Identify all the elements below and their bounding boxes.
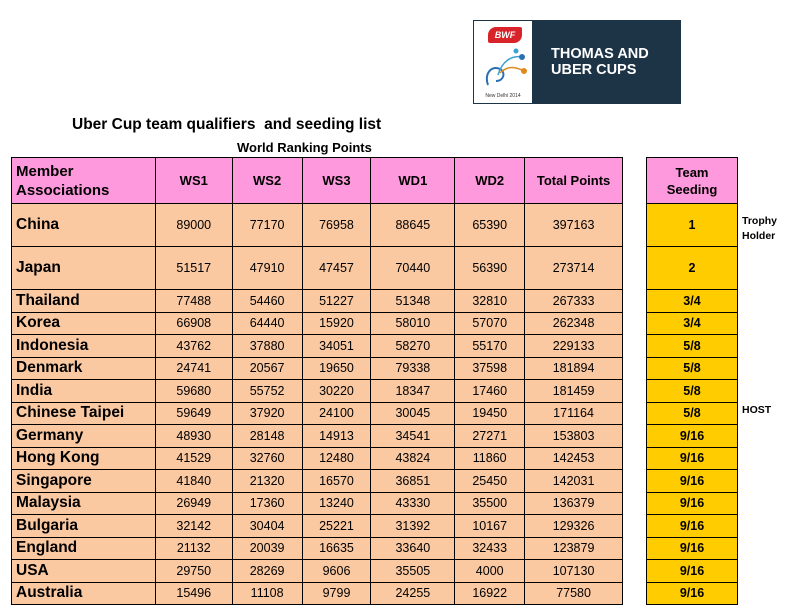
ws1-cell: 41840: [155, 470, 232, 493]
country-name-cell: China: [12, 204, 156, 247]
wd1-cell: 31392: [371, 515, 455, 538]
header-wd2: WD2: [455, 158, 525, 204]
seed-cell: 9/16: [647, 425, 738, 448]
seeding-row: [647, 380, 738, 403]
wd1-cell: 51348: [371, 290, 455, 313]
country-name-cell: Japan: [12, 247, 156, 290]
wd1-cell: 88645: [371, 204, 455, 247]
ws3-cell: 9799: [302, 582, 371, 605]
header-team-seeding: [647, 158, 738, 204]
ranking-table: [11, 157, 623, 605]
total-cell: 267333: [525, 290, 623, 313]
table-row: [12, 447, 623, 470]
ws2-cell: 32760: [232, 447, 302, 470]
country-name-cell: Malaysia: [12, 492, 156, 515]
wd2-cell: 17460: [455, 380, 525, 403]
seeding-row: [647, 447, 738, 470]
seed-cell: 9/16: [647, 470, 738, 493]
country-name-cell: Australia: [12, 582, 156, 605]
country-name-cell: Germany: [12, 425, 156, 448]
wd2-cell: 56390: [455, 247, 525, 290]
table-header-row: [12, 158, 623, 204]
total-cell: 142453: [525, 447, 623, 470]
seeding-row: [647, 515, 738, 538]
seeding-row: [647, 335, 738, 358]
wd1-cell: 79338: [371, 357, 455, 380]
seeding-row: [647, 247, 738, 290]
country-name-cell: Bulgaria: [12, 515, 156, 538]
trophy-holder-note: [742, 214, 777, 244]
header-wd1: WD1: [371, 158, 455, 204]
ws1-cell: 77488: [155, 290, 232, 313]
seed-cell: 5/8: [647, 380, 738, 403]
total-cell: 77580: [525, 582, 623, 605]
seeding-row: [647, 492, 738, 515]
seeding-header-row: [647, 158, 738, 204]
seed-cell: 3/4: [647, 290, 738, 313]
country-name-cell: England: [12, 537, 156, 560]
wd1-cell: 30045: [371, 402, 455, 425]
total-cell: 181894: [525, 357, 623, 380]
header-assoc-line-2: Associations: [16, 181, 110, 199]
table-row: [12, 425, 623, 448]
ws1-cell: 26949: [155, 492, 232, 515]
seeding-row: [647, 312, 738, 335]
logo-text: [533, 20, 681, 104]
total-cell: 153803: [525, 425, 623, 448]
ws1-cell: 15496: [155, 582, 232, 605]
ws2-cell: 20039: [232, 537, 302, 560]
wd2-cell: 55170: [455, 335, 525, 358]
table-row: [12, 290, 623, 313]
ws3-cell: 16635: [302, 537, 371, 560]
ws3-cell: 47457: [302, 247, 371, 290]
wd1-cell: 43824: [371, 447, 455, 470]
header-ws1: WS1: [155, 158, 232, 204]
ws2-cell: 28269: [232, 560, 302, 583]
country-name-cell: Thailand: [12, 290, 156, 313]
ws3-cell: 25221: [302, 515, 371, 538]
wd2-cell: 27271: [455, 425, 525, 448]
wd2-cell: 16922: [455, 582, 525, 605]
ws3-cell: 30220: [302, 380, 371, 403]
header-seeding-line-2: Seeding: [666, 181, 718, 197]
ws2-cell: 55752: [232, 380, 302, 403]
table-row: [12, 537, 623, 560]
wd1-cell: 35505: [371, 560, 455, 583]
total-cell: 136379: [525, 492, 623, 515]
total-cell: 181459: [525, 380, 623, 403]
seeding-row: [647, 204, 738, 247]
wd2-cell: 37598: [455, 357, 525, 380]
wd1-cell: 70440: [371, 247, 455, 290]
seeding-row: [647, 425, 738, 448]
ws3-cell: 16570: [302, 470, 371, 493]
header-seeding-line-1: Team: [675, 164, 709, 180]
wd2-cell: 32433: [455, 537, 525, 560]
ws1-cell: 89000: [155, 204, 232, 247]
wd2-cell: 11860: [455, 447, 525, 470]
bwf-emblem: [473, 20, 533, 104]
wd1-cell: 43330: [371, 492, 455, 515]
seeding-row: [647, 470, 738, 493]
country-name-cell: Indonesia: [12, 335, 156, 358]
ws2-cell: 37880: [232, 335, 302, 358]
country-name-cell: USA: [12, 560, 156, 583]
wd1-cell: 34541: [371, 425, 455, 448]
ws2-cell: 20567: [232, 357, 302, 380]
country-name-cell: India: [12, 380, 156, 403]
table-row: [12, 204, 623, 247]
country-name-cell: Hong Kong: [12, 447, 156, 470]
ws2-cell: 28148: [232, 425, 302, 448]
ws3-cell: 9606: [302, 560, 371, 583]
table-row: [12, 312, 623, 335]
event-city: New Delhi 2014: [485, 93, 521, 99]
logo-line-2: UBER CUPS: [551, 62, 637, 78]
header-member-associations: [12, 158, 156, 204]
wd2-cell: 32810: [455, 290, 525, 313]
ws3-cell: 24100: [302, 402, 371, 425]
seeding-row: [647, 357, 738, 380]
wd2-cell: 19450: [455, 402, 525, 425]
wd1-cell: 24255: [371, 582, 455, 605]
seed-cell: 9/16: [647, 515, 738, 538]
ws1-cell: 59649: [155, 402, 232, 425]
seed-cell: 9/16: [647, 447, 738, 470]
ws1-cell: 43762: [155, 335, 232, 358]
wd1-cell: 58270: [371, 335, 455, 358]
wd1-cell: 33640: [371, 537, 455, 560]
seed-cell: 5/8: [647, 402, 738, 425]
total-cell: 171164: [525, 402, 623, 425]
ws1-cell: 21132: [155, 537, 232, 560]
ws3-cell: 19650: [302, 357, 371, 380]
seed-cell: 3/4: [647, 312, 738, 335]
wd2-cell: 25450: [455, 470, 525, 493]
country-name-cell: Korea: [12, 312, 156, 335]
total-cell: 397163: [525, 204, 623, 247]
total-cell: 123879: [525, 537, 623, 560]
ws1-cell: 48930: [155, 425, 232, 448]
header-ws2: WS2: [232, 158, 302, 204]
seed-cell: 9/16: [647, 582, 738, 605]
ws1-cell: 29750: [155, 560, 232, 583]
ws1-cell: 24741: [155, 357, 232, 380]
seed-cell: 9/16: [647, 537, 738, 560]
table-row: [12, 335, 623, 358]
table-row: [12, 515, 623, 538]
table-row: [12, 247, 623, 290]
wd1-cell: 58010: [371, 312, 455, 335]
header-assoc-line-1: Member: [16, 162, 74, 180]
ws2-cell: 77170: [232, 204, 302, 247]
wd2-cell: 65390: [455, 204, 525, 247]
ws2-cell: 47910: [232, 247, 302, 290]
table-row: [12, 470, 623, 493]
seeding-row: [647, 560, 738, 583]
ws3-cell: 15920: [302, 312, 371, 335]
ws3-cell: 14913: [302, 425, 371, 448]
table-row: [12, 582, 623, 605]
ws3-cell: 51227: [302, 290, 371, 313]
wd2-cell: 57070: [455, 312, 525, 335]
logo-line-1: THOMAS AND: [551, 46, 649, 62]
total-cell: 273714: [525, 247, 623, 290]
total-cell: 229133: [525, 335, 623, 358]
ws2-cell: 17360: [232, 492, 302, 515]
ws2-cell: 64440: [232, 312, 302, 335]
country-name-cell: Denmark: [12, 357, 156, 380]
ws1-cell: 41529: [155, 447, 232, 470]
host-note: HOST: [742, 404, 772, 416]
thomas-uber-cups-logo: [473, 20, 681, 104]
wd2-cell: 35500: [455, 492, 525, 515]
ws2-cell: 30404: [232, 515, 302, 538]
table-row: [12, 402, 623, 425]
total-cell: 262348: [525, 312, 623, 335]
ws2-cell: 11108: [232, 582, 302, 605]
seeding-row: [647, 290, 738, 313]
seed-cell: 5/8: [647, 357, 738, 380]
ws3-cell: 12480: [302, 447, 371, 470]
ws1-cell: 51517: [155, 247, 232, 290]
wd2-cell: 4000: [455, 560, 525, 583]
ws3-cell: 13240: [302, 492, 371, 515]
seeding-row: [647, 582, 738, 605]
table-row: [12, 492, 623, 515]
table-row: [12, 357, 623, 380]
page-title: Uber Cup team qualifiers and seeding list: [72, 116, 382, 133]
trophy-note-line-1: Trophy: [742, 215, 778, 227]
ws2-cell: 21320: [232, 470, 302, 493]
seeding-table: [646, 157, 738, 605]
ws1-cell: 66908: [155, 312, 232, 335]
ws1-cell: 32142: [155, 515, 232, 538]
header-ws3: WS3: [302, 158, 371, 204]
ws2-cell: 37920: [232, 402, 302, 425]
header-total-points: Total Points: [525, 158, 623, 204]
country-name-cell: Chinese Taipei: [12, 402, 156, 425]
ws3-cell: 34051: [302, 335, 371, 358]
ws1-cell: 59680: [155, 380, 232, 403]
page-subtitle: World Ranking Points: [237, 140, 372, 155]
peacock-feather-icon: [478, 45, 530, 91]
total-cell: 107130: [525, 560, 623, 583]
wd1-cell: 36851: [371, 470, 455, 493]
seed-cell: 9/16: [647, 492, 738, 515]
table-row: [12, 380, 623, 403]
seeding-row: [647, 402, 738, 425]
ws2-cell: 54460: [232, 290, 302, 313]
seeding-row: [647, 537, 738, 560]
bwf-badge: BWF: [488, 27, 522, 43]
seed-cell: 5/8: [647, 335, 738, 358]
wd1-cell: 18347: [371, 380, 455, 403]
wd2-cell: 10167: [455, 515, 525, 538]
seed-cell: 1: [647, 204, 738, 247]
seed-cell: 2: [647, 247, 738, 290]
country-name-cell: Singapore: [12, 470, 156, 493]
total-cell: 129326: [525, 515, 623, 538]
trophy-note-line-2: Holder: [742, 230, 776, 242]
seed-cell: 9/16: [647, 560, 738, 583]
table-row: [12, 560, 623, 583]
ws3-cell: 76958: [302, 204, 371, 247]
total-cell: 142031: [525, 470, 623, 493]
